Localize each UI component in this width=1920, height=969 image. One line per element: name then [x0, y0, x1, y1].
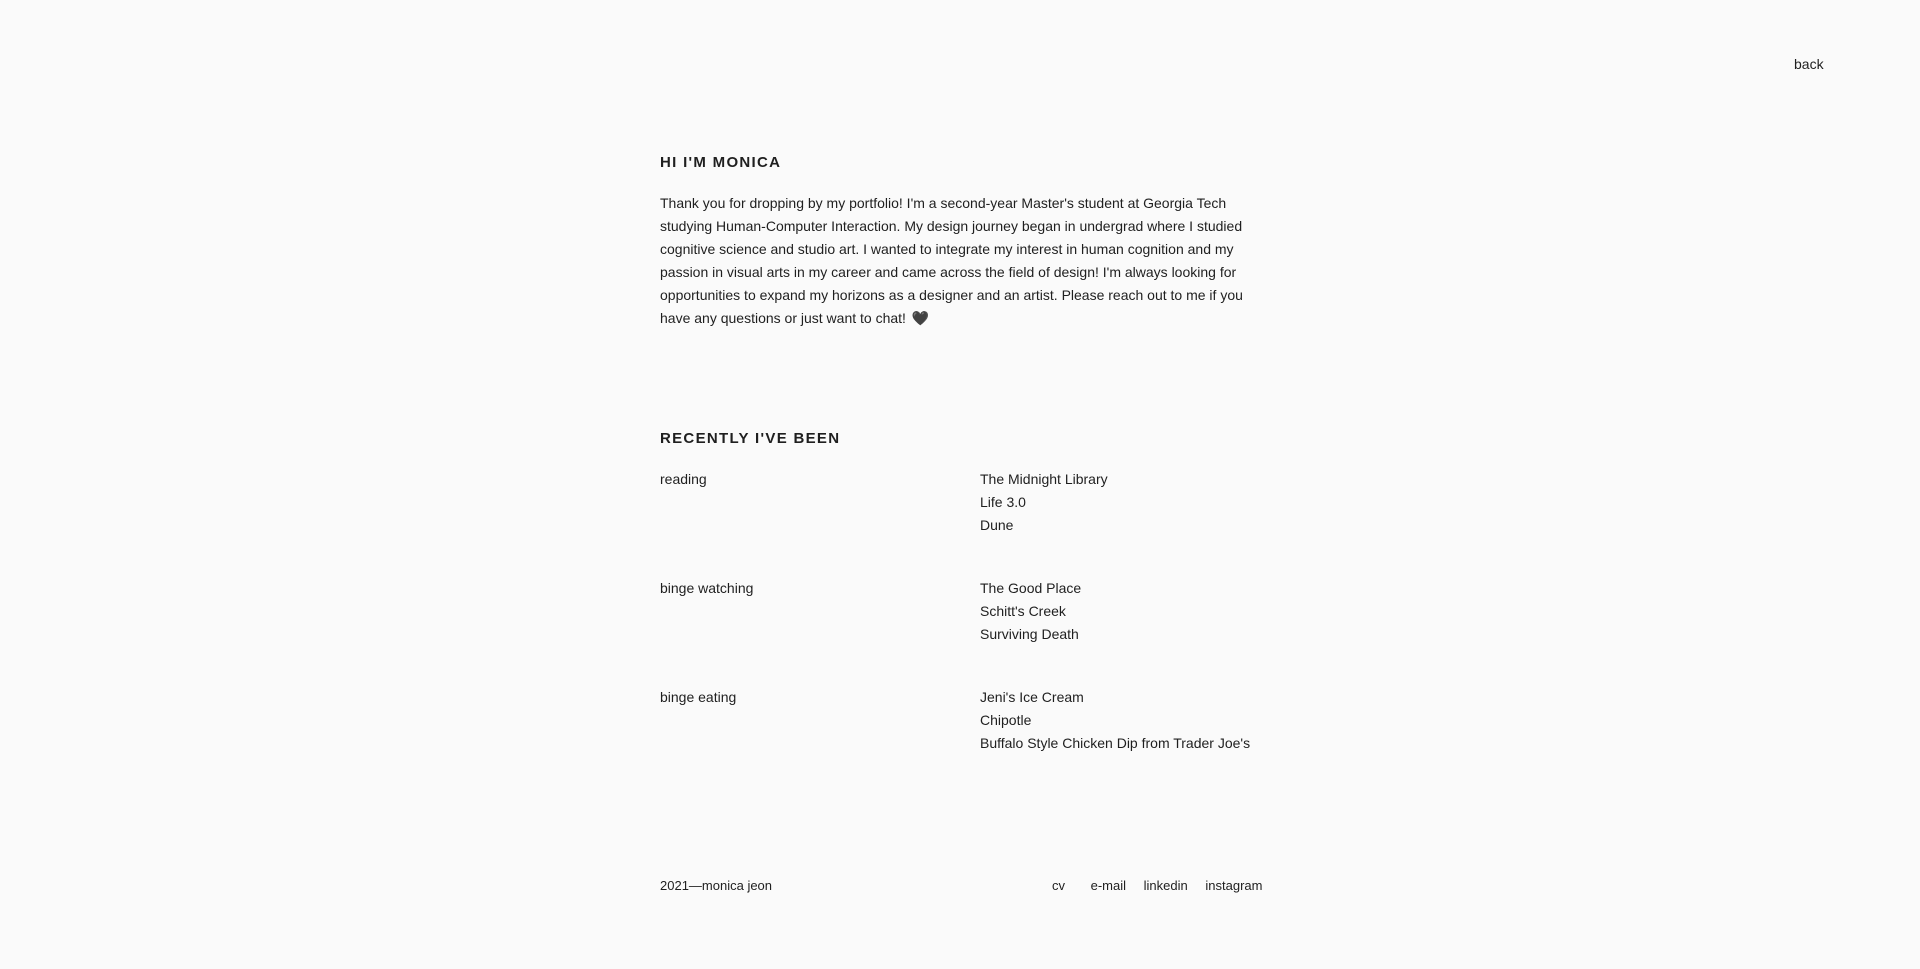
- activity-item: The Midnight Library: [980, 471, 1108, 487]
- activity-item: Surviving Death: [980, 626, 1079, 642]
- activity-items: [980, 686, 1250, 755]
- activity-items: [980, 577, 1081, 646]
- activity-item: Buffalo Style Chicken Dip from Trader Joe's: [980, 735, 1251, 751]
- footer-links: [1052, 876, 1262, 896]
- activity-item: Jeni's Ice Cream: [980, 689, 1084, 705]
- activity-label: reading: [660, 471, 707, 487]
- activity-item: The Good Place: [980, 580, 1082, 596]
- activity-item: Chipotle: [980, 712, 1032, 728]
- intro-paragraph: [660, 192, 1260, 330]
- black-heart-icon: 🖤: [911, 310, 930, 326]
- recently-heading: RECENTLY I'VE BEEN: [660, 430, 841, 447]
- activity-items: [980, 468, 1108, 537]
- intro-text: Thank you for dropping by my portfolio! I'm a second-year Master's student at Georgia Tech studying Human-Computer Interaction. My design journey began in undergrad where I studied cognitive science and studio art. I wanted to integrate my interest in human cognition and my passion in visual arts in my career and came across the field of design! I'm always looking for opportunities to expand my horizons as a designer and an artist. Please reach out to me if you have any questions or just want to chat!: [660, 195, 1243, 326]
- activity-label: binge watching: [660, 580, 754, 596]
- intro-heading: HI I'M MONICA: [660, 154, 782, 171]
- email-link[interactable]: e-mail: [1090, 878, 1127, 893]
- footer-copyright: 2021—monica jeon: [660, 878, 773, 893]
- activity-item: Dune: [980, 517, 1014, 533]
- activity-item: Life 3.0: [980, 494, 1026, 510]
- activity-item: Schitt's Creek: [980, 603, 1066, 619]
- back-link[interactable]: back: [1794, 56, 1824, 72]
- activity-label: binge eating: [660, 689, 737, 705]
- cv-link[interactable]: cv: [1052, 878, 1065, 893]
- linkedin-link[interactable]: linkedin: [1143, 878, 1188, 893]
- instagram-link[interactable]: instagram: [1205, 878, 1263, 893]
